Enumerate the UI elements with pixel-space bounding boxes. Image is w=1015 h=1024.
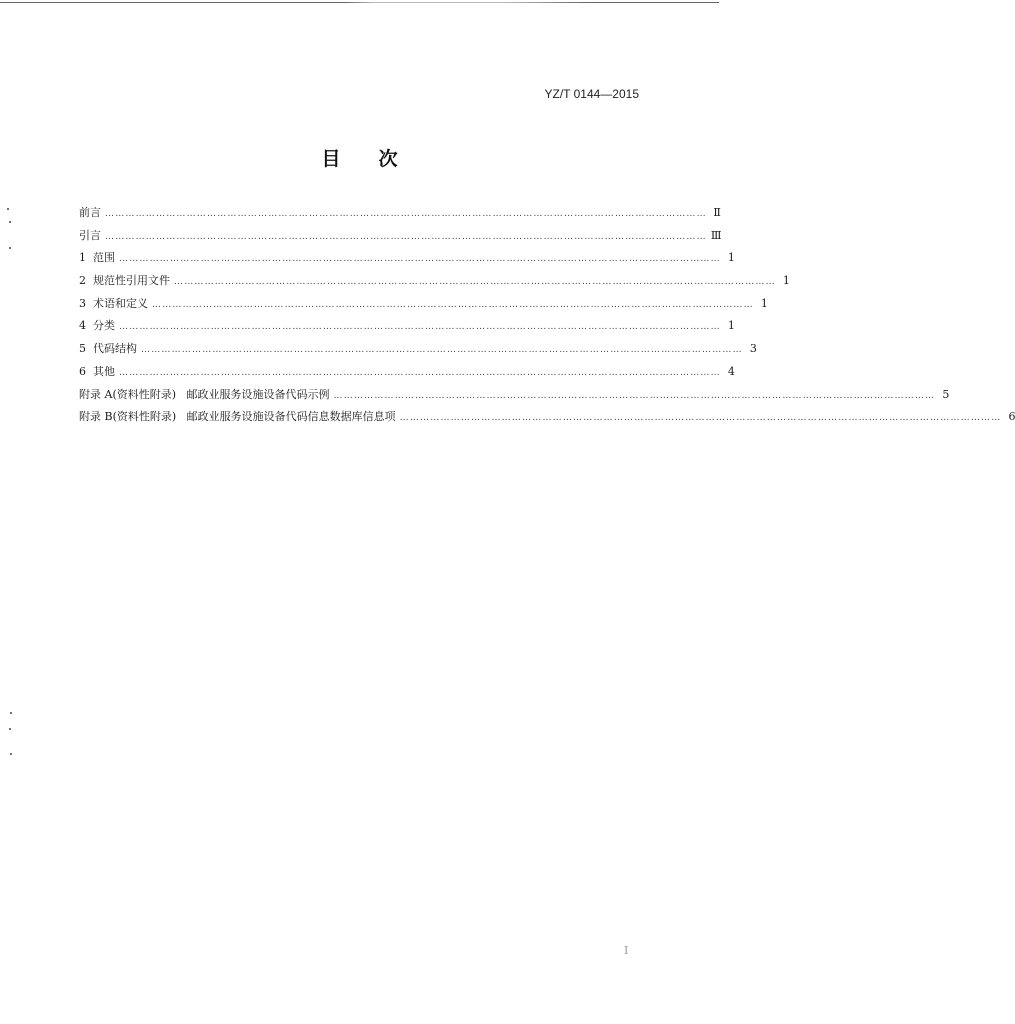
toc-entry-terms[interactable] bbox=[79, 295, 768, 318]
scan-speck bbox=[9, 221, 11, 223]
toc-entry-normative-references[interactable] bbox=[79, 272, 790, 295]
toc-entry-page: 1 bbox=[782, 274, 790, 288]
toc-entry-page: 1 bbox=[727, 251, 735, 265]
toc-entry-label: 附录 B(资料性附录) 邮政业服务设施设备代码信息数据库信息项 bbox=[79, 410, 396, 424]
toc-leader: …………………………………………………………………………………………………………………………………………………………… bbox=[105, 231, 707, 242]
toc-leader: …………………………………………………………………………………………………………………………………………………………… bbox=[333, 390, 936, 401]
toc-entry-introduction[interactable] bbox=[79, 227, 722, 250]
toc-entry-page: 6 bbox=[1008, 410, 1015, 424]
toc-entry-page: 5 bbox=[942, 387, 950, 401]
toc-entry-label: 1 范围 bbox=[79, 251, 115, 265]
toc-entry-label: 前言 bbox=[79, 206, 101, 219]
toc-entry-label: 3 术语和定义 bbox=[79, 296, 148, 310]
toc-entry-appendix-a[interactable] bbox=[79, 386, 950, 409]
toc-leader: …………………………………………………………………………………………………………………………………………………………… bbox=[141, 345, 743, 356]
toc-entry-other[interactable] bbox=[79, 363, 735, 386]
scan-speck bbox=[7, 208, 9, 210]
toc-entry-label: 引言 bbox=[79, 228, 101, 242]
toc-entry-code-structure[interactable] bbox=[79, 340, 757, 363]
toc-entry-classification[interactable] bbox=[79, 317, 735, 340]
toc-entry-label: 5 代码结构 bbox=[79, 342, 137, 356]
scan-speck bbox=[10, 712, 12, 714]
toc-leader: …………………………………………………………………………………………………………………………………………………………… bbox=[119, 367, 721, 378]
toc-leader: …………………………………………………………………………………………………………………………………………………………… bbox=[119, 322, 721, 333]
toc-entry-label: 6 其他 bbox=[79, 364, 115, 378]
toc-entry-label: 2 规范性引用文件 bbox=[79, 274, 170, 288]
toc-entry-scope[interactable] bbox=[79, 249, 735, 272]
toc-leader: …………………………………………………………………………………………………………………………………………………………… bbox=[105, 209, 707, 219]
toc-leader: …………………………………………………………………………………………………………………………………………………………… bbox=[174, 277, 776, 288]
scan-speck bbox=[9, 247, 11, 249]
toc-entry-page: 1 bbox=[760, 296, 768, 310]
toc-entry-page: Ⅲ bbox=[710, 228, 722, 242]
standard-code: YZ/T 0144—2015 bbox=[544, 87, 639, 101]
toc-entry-page: Ⅱ bbox=[713, 206, 721, 219]
toc-entry-page: 1 bbox=[727, 319, 735, 333]
scan-speck bbox=[10, 753, 12, 755]
top-rule bbox=[0, 2, 719, 3]
toc-leader: …………………………………………………………………………………………………………………………………………………………… bbox=[119, 254, 721, 265]
page-title: 目 次 bbox=[321, 148, 398, 170]
table-of-contents bbox=[79, 204, 1015, 431]
toc-entry-page: 4 bbox=[727, 364, 735, 378]
toc-entry-foreword[interactable] bbox=[79, 204, 721, 227]
toc-entry-appendix-b[interactable] bbox=[79, 408, 1015, 431]
scan-speck bbox=[9, 728, 11, 730]
toc-leader: …………………………………………………………………………………………………………………………………………………………… bbox=[152, 299, 754, 310]
toc-entry-label: 4 分类 bbox=[79, 319, 115, 333]
page-number: I bbox=[624, 944, 629, 957]
toc-leader: …………………………………………………………………………………………………………………………………………………………… bbox=[399, 413, 1002, 424]
toc-entry-label: 附录 A(资料性附录) 邮政业服务设施设备代码示例 bbox=[79, 387, 330, 401]
toc-entry-page: 3 bbox=[749, 342, 757, 356]
